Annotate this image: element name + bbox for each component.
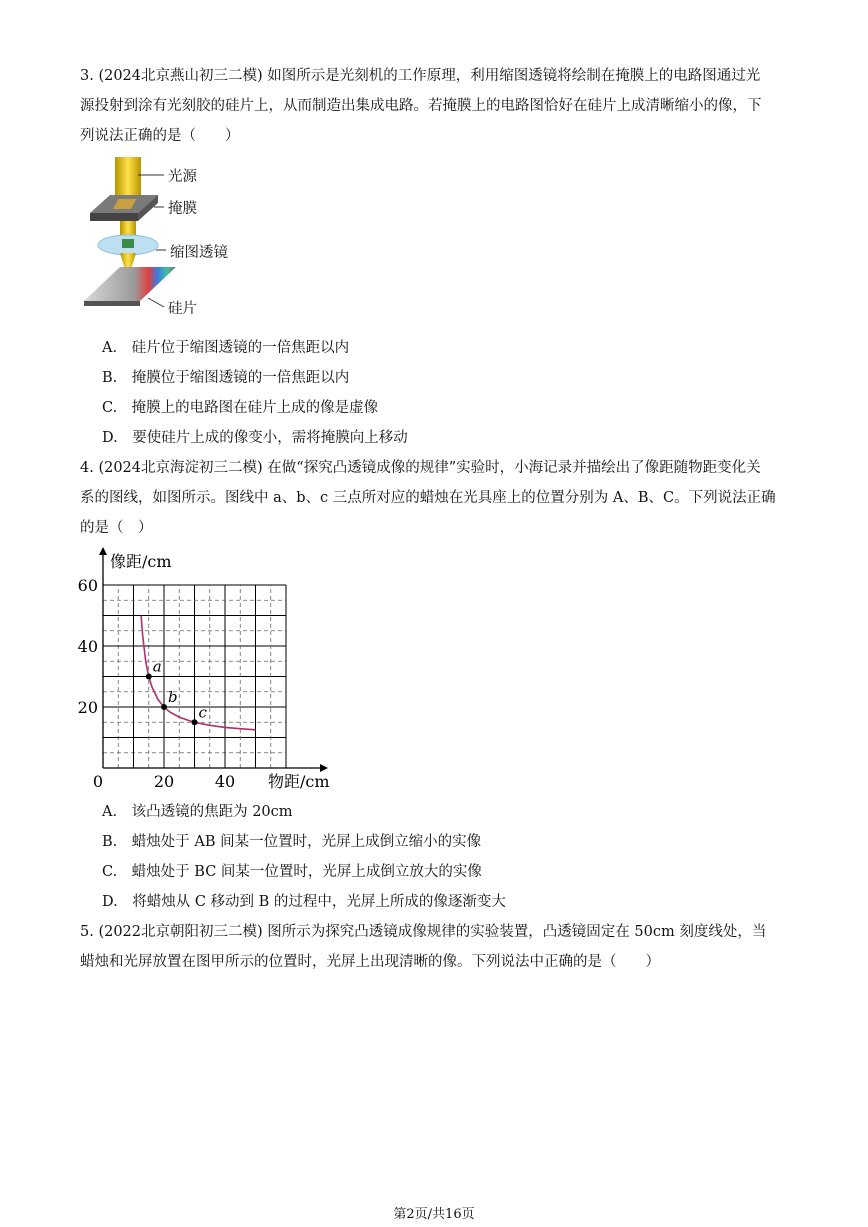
q3-number: 3.: [80, 68, 94, 84]
q4-option-d: D. 将蜡烛从 C 移动到 B 的过程中，光屏上所成的像逐渐变大: [102, 894, 506, 910]
label-mask: 掩膜: [168, 201, 197, 217]
silicon-wafer: [84, 267, 176, 301]
q4-source: (2024北京海淀初三二模): [98, 460, 263, 476]
y-tick-label: 60: [77, 576, 98, 595]
image-distance-chart: [70, 545, 340, 795]
x-tick-label: 20: [153, 772, 175, 791]
origin-label: 0: [92, 772, 104, 791]
label-light-source: 光源: [168, 169, 197, 185]
x-axis-arrow: [320, 764, 328, 772]
y-tick-label: 40: [77, 637, 98, 656]
q3-option-b: B. 掩膜位于缩图透镜的一倍焦距以内: [102, 370, 350, 386]
q3-option-c: C. 掩膜上的电路图在硅片上成的像是虚像: [102, 400, 379, 416]
q4-stem-line3: 的是（ ）: [80, 520, 153, 536]
q5-source: (2022北京朝阳初三二模): [98, 924, 263, 940]
q4-option-a: A. 该凸透镜的焦距为 20cm: [102, 804, 293, 820]
light-source-beam: [115, 157, 141, 199]
q4-chart: [70, 545, 340, 799]
q3-stem-line1: [80, 62, 792, 90]
data-point-a: [146, 674, 152, 680]
label-reduction-lens: 缩图透镜: [170, 245, 228, 261]
q5-stem-line1: [80, 918, 792, 946]
q5-stem-text1: 图所示为探究凸透镜成像规律的实验装置，凸透镜固定在 50cm 刻度线处，当: [267, 924, 767, 940]
q3-stem-text1: 如图所示是光刻机的工作原理，利用缩图透镜将绘制在掩膜上的电路图通过光: [267, 68, 761, 84]
q4-option-b: B. 蜡烛处于 AB 间某一位置时，光屏上成倒立缩小的实像: [102, 834, 482, 850]
q3-source: (2024北京燕山初三二模): [98, 68, 263, 84]
q3-stem-line2: 源投射到涂有光刻胶的硅片上，从而制造出集成电路。若掩膜上的电路图恰好在硅片上成清晰缩小的像，下: [80, 98, 762, 114]
q4-option-c: C. 蜡烛处于 BC 间某一位置时，光屏上成倒立放大的实像: [102, 864, 482, 880]
x-axis-label: 物距/cm: [268, 772, 330, 791]
label-wafer: 硅片: [168, 301, 197, 317]
data-point-label-b: b: [168, 688, 178, 706]
y-axis-label: 像距/cm: [110, 552, 172, 571]
q3-lithography-figure: [80, 155, 260, 325]
y-tick-label: 20: [77, 698, 98, 717]
q4-stem-line2: 系的图线，如图所示。图线中 a、b、c 三点所对应的蜡烛在光具座上的位置分别为 A、B、C。下列说法正确: [80, 490, 776, 506]
q4-stem-line1: [80, 454, 792, 482]
q5-stem-line2: 蜡烛和光屏放置在图甲所示的位置时，光屏上出现清晰的像。下列说法中正确的是（ ）: [80, 954, 660, 970]
data-point-b: [161, 704, 167, 710]
y-axis-arrow: [99, 547, 107, 555]
data-point-label-a: a: [152, 657, 162, 676]
q4-stem-text1: 在做“探究凸透镜成像的规律”实验时，小海记录并描绘出了像距随物距变化关: [267, 460, 761, 476]
q3-stem-line3: 列说法正确的是（ ）: [80, 128, 240, 144]
page-footer: 第2页/共16页: [393, 1207, 475, 1222]
q4-number: 4.: [80, 460, 94, 476]
data-point-c: [192, 719, 198, 725]
q5-number: 5.: [80, 924, 94, 940]
x-tick-label: 40: [214, 772, 236, 791]
q3-option-a: A. 硅片位于缩图透镜的一倍焦距以内: [102, 340, 350, 356]
q3-option-d: D. 要使硅片上成的像变小，需将掩膜向上移动: [102, 430, 408, 446]
data-point-label-c: c: [198, 703, 207, 722]
